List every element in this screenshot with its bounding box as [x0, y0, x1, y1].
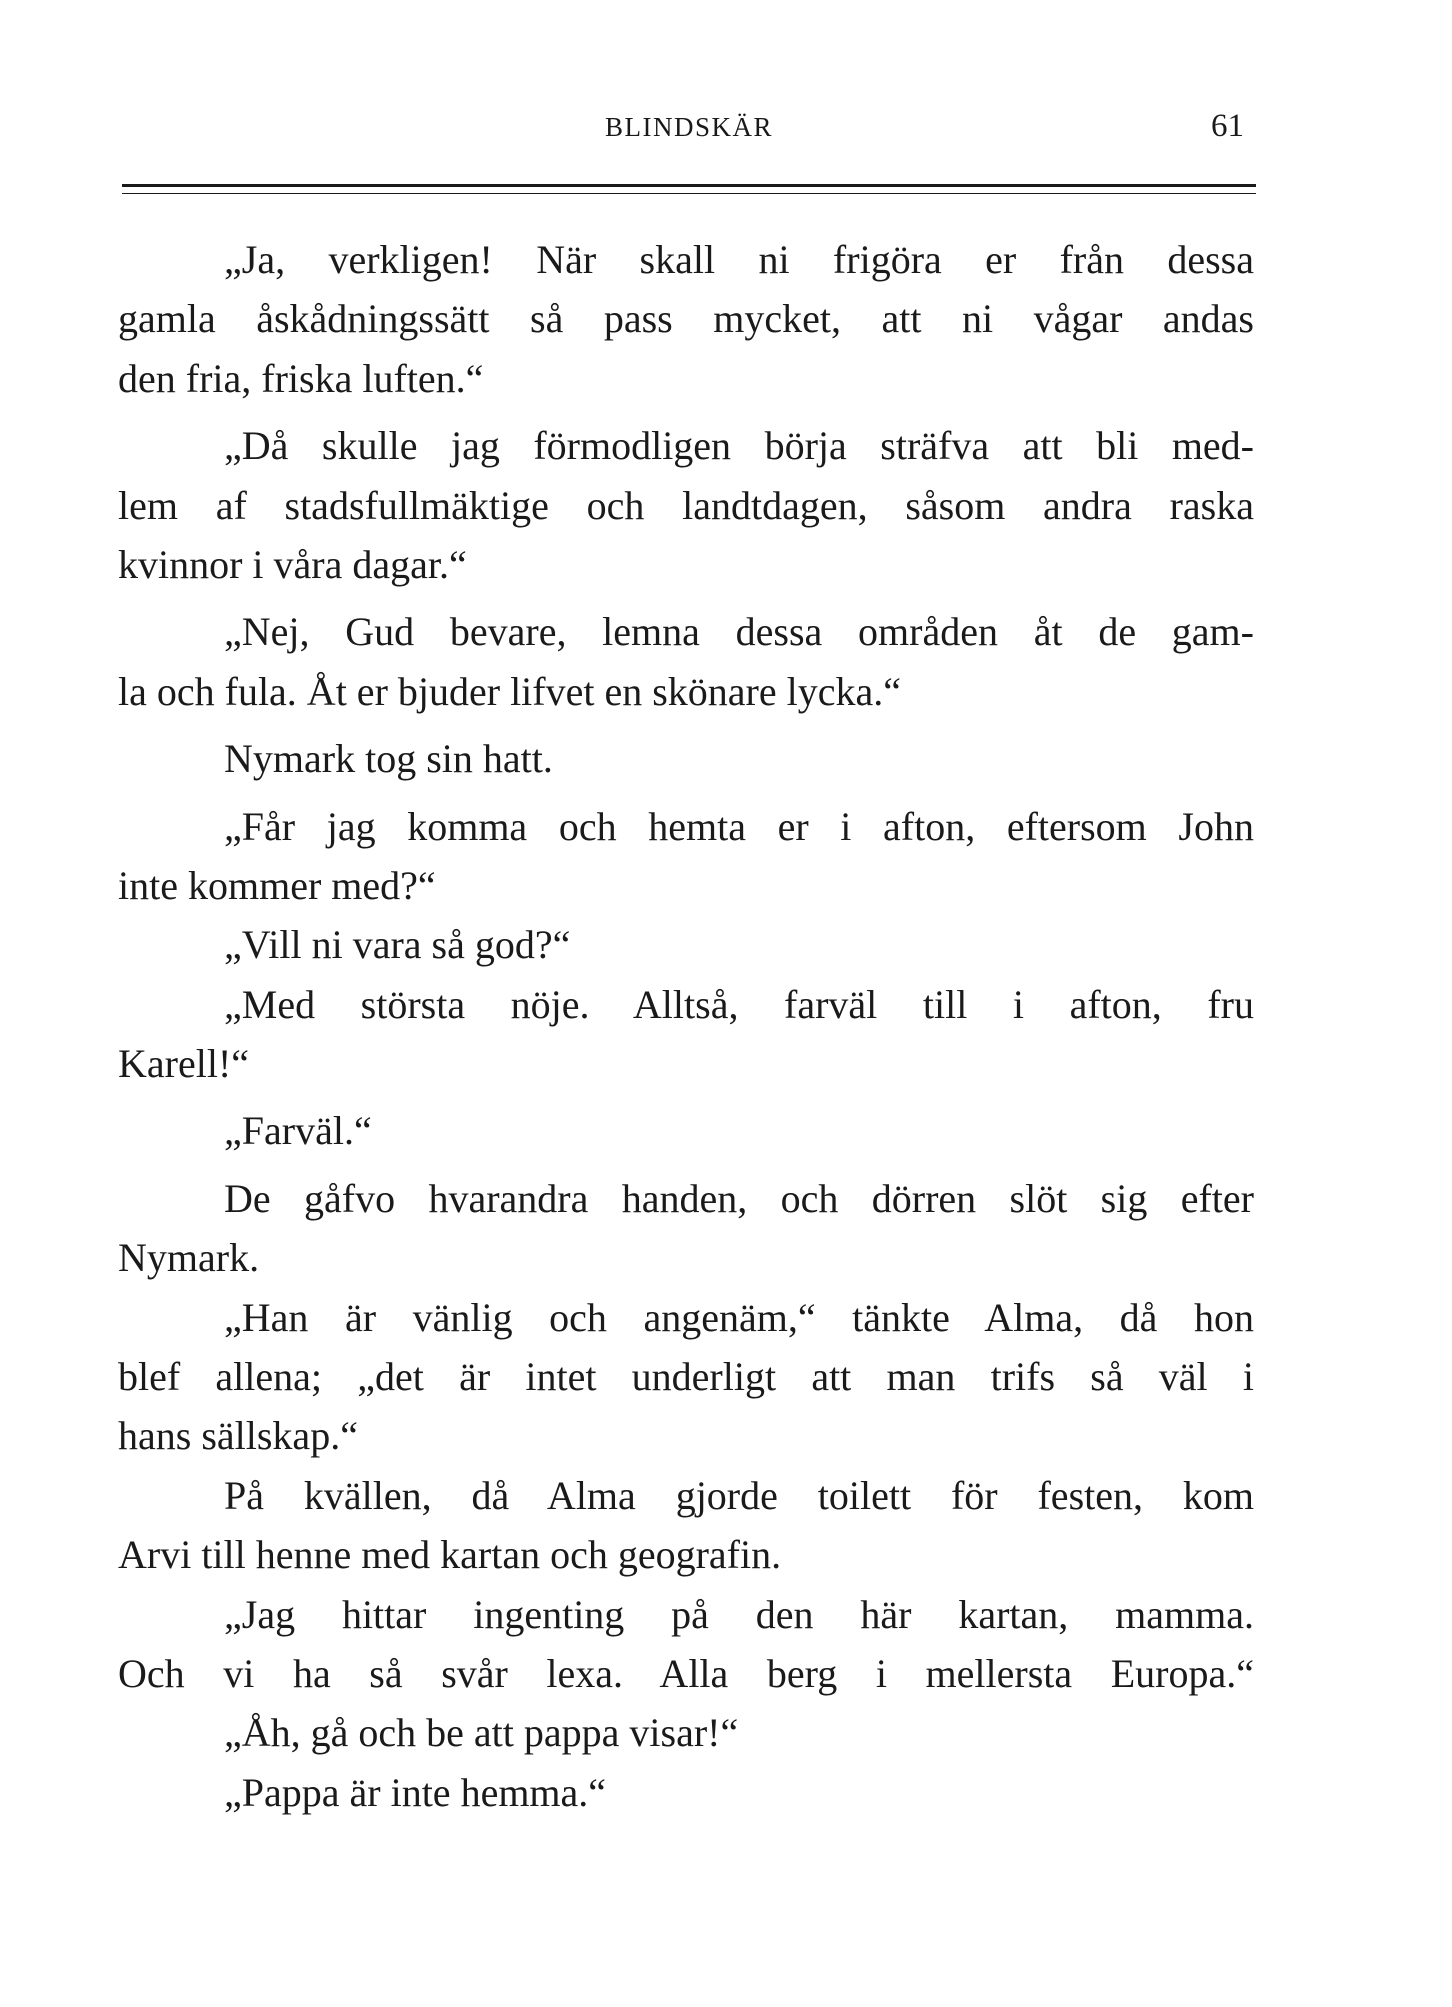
page-header: [124, 108, 1254, 152]
page-number: 61: [1211, 108, 1244, 144]
body-text: [118, 230, 1254, 1822]
text-line: la och fula. Åt er bjuder lifvet en skönare lycka.“: [118, 668, 902, 714]
text-line: Karell!“: [118, 1041, 250, 1087]
text-line: „Nej, Gud bevare, lemna dessa områden åt de gam-: [224, 609, 1254, 655]
text-line: „Ja, verkligen! När skall ni frigöra er från dessa: [224, 237, 1254, 282]
text-line: den fria, friska luften.“: [118, 355, 484, 401]
text-line: gamla åskådningssätt så pass mycket, att ni vågar andas: [118, 296, 1254, 342]
header-rule-thin: [122, 193, 1256, 194]
text-line: „Farväl.“: [224, 1108, 372, 1154]
text-line: „Får jag komma och hemta er i afton, eftersom John: [224, 803, 1254, 849]
text-line: Nymark.: [118, 1235, 260, 1281]
text-line: „Åh, gå och be att pappa visar!“: [224, 1710, 739, 1756]
text-line: Arvi till henne med kartan och geografin.: [118, 1532, 782, 1578]
header-rule-thick: [122, 184, 1256, 187]
text-line: De gåfvo hvarandra handen, och dörren slöt sig efter: [224, 1175, 1254, 1221]
text-line: lem af stadsfullmäktige och landtdagen, såsom andra raska: [118, 482, 1254, 528]
text-line: „Jag hittar ingenting på den här kartan, mamma.: [224, 1591, 1254, 1637]
text-line: Nymark tog sin hatt.: [224, 736, 553, 782]
text-line: kvinnor i våra dagar.“: [118, 541, 467, 587]
text-line: blef allena; „det är intet underligt att man trifs så väl i: [118, 1354, 1254, 1400]
running-title: BLINDSKÄR: [604, 112, 773, 142]
text-line: hans sällskap.“: [118, 1413, 358, 1459]
text-line: inte kommer med?“: [118, 862, 436, 908]
text-line: Och vi ha så svår lexa. Alla berg i mellersta Europa.“: [118, 1650, 1254, 1696]
text-line: „Vill ni vara så god?“: [224, 922, 571, 968]
text-line: „Pappa är inte hemma.“: [224, 1769, 607, 1815]
text-line: „Med största nöje. Alltså, farväl till i afton, fru: [224, 981, 1254, 1027]
text-line: På kvällen, då Alma gjorde toilett för festen, kom: [224, 1472, 1254, 1518]
text-line: „Han är vänlig och angenäm,“ tänkte Alma, då hon: [224, 1294, 1254, 1340]
text-line: „Då skulle jag förmodligen börja sträfva att bli med-: [224, 423, 1254, 469]
